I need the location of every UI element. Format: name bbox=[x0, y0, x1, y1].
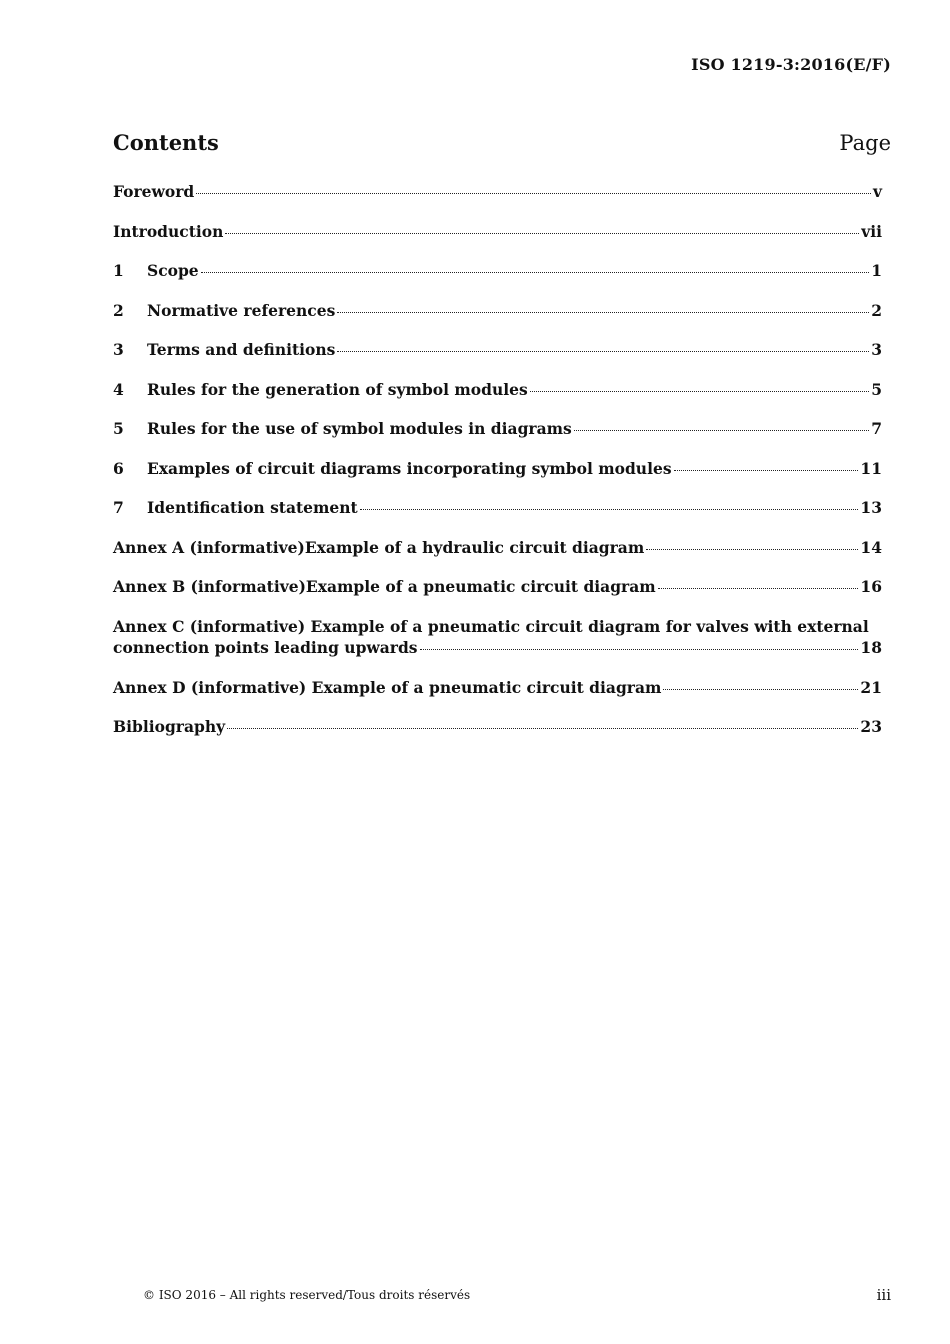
toc-entry-annex-b[interactable] bbox=[113, 576, 882, 597]
toc-entry-scope[interactable] bbox=[113, 260, 882, 281]
toc-entry-page: 3 bbox=[871, 340, 882, 359]
toc-entry-page: 13 bbox=[860, 498, 882, 517]
toc-entry-number: 2 bbox=[113, 300, 124, 320]
dot-leader bbox=[227, 728, 858, 729]
toc-entry-page: 7 bbox=[871, 419, 882, 438]
dot-leader bbox=[658, 588, 859, 589]
toc-entry-page: 2 bbox=[871, 300, 882, 320]
dot-leader bbox=[201, 272, 870, 273]
toc-entry-page: 5 bbox=[871, 379, 882, 399]
toc-entry-title: Annex B (informative)Example of a pneumatic circuit diagram bbox=[113, 577, 656, 596]
toc-entry-title: Bibliography bbox=[113, 717, 226, 736]
toc-entry-page: 1 bbox=[871, 261, 882, 280]
dot-leader bbox=[530, 391, 870, 392]
table-of-contents bbox=[113, 181, 882, 756]
toc-entry-number: 5 bbox=[113, 419, 124, 438]
toc-entry-introduction[interactable] bbox=[113, 221, 882, 242]
toc-entry-title-line1: Annex C (informative) Example of a pneumatic circuit diagram for valves with external bbox=[113, 616, 869, 636]
toc-entry-bibliography[interactable] bbox=[113, 716, 882, 737]
toc-entry-title: Rules for the generation of symbol modules bbox=[147, 379, 528, 399]
toc-entry-page: 18 bbox=[860, 637, 882, 657]
toc-entry-examples[interactable] bbox=[113, 458, 882, 479]
toc-entry-page: v bbox=[872, 182, 882, 201]
toc-entry-title-line2: connection points leading upwards bbox=[113, 637, 418, 657]
toc-entry-title: Terms and definitions bbox=[147, 340, 336, 359]
toc-entry-title: Foreword bbox=[113, 182, 195, 201]
footer-copyright: © ISO 2016 – All rights reserved/Tous droits réservés bbox=[143, 1288, 471, 1302]
toc-entry-annex-d[interactable] bbox=[113, 677, 882, 698]
dot-leader bbox=[674, 470, 859, 471]
toc-entry-terms-and-definitions[interactable] bbox=[113, 339, 882, 360]
footer-page-number: iii bbox=[876, 1286, 891, 1304]
toc-entry-foreword[interactable] bbox=[113, 181, 882, 202]
toc-entry-page: vii bbox=[861, 221, 882, 241]
toc-entry-title: Examples of circuit diagrams incorporating symbol modules bbox=[147, 458, 672, 478]
page-column-label: Page bbox=[839, 131, 891, 155]
toc-entry-normative-references[interactable] bbox=[113, 300, 882, 321]
dot-leader bbox=[574, 430, 869, 431]
toc-entry-title: Introduction bbox=[113, 221, 224, 241]
toc-entry-rules-generation[interactable] bbox=[113, 379, 882, 400]
toc-entry-number: 3 bbox=[113, 340, 124, 359]
toc-entry-title: Scope bbox=[147, 261, 199, 280]
toc-entry-number: 7 bbox=[113, 498, 124, 517]
dot-leader bbox=[646, 549, 858, 550]
dot-leader bbox=[337, 351, 869, 352]
toc-entry-title: Normative references bbox=[147, 300, 336, 320]
toc-entry-two-line bbox=[113, 616, 882, 658]
dot-leader bbox=[420, 649, 859, 650]
toc-entry-page: 16 bbox=[860, 577, 882, 596]
toc-entry-rules-use[interactable] bbox=[113, 418, 882, 439]
toc-entry-number: 1 bbox=[113, 261, 124, 280]
toc-entry-page: 23 bbox=[860, 717, 882, 736]
dot-leader bbox=[360, 509, 859, 510]
toc-entry-title: Identification statement bbox=[147, 498, 358, 517]
contents-header bbox=[113, 130, 891, 155]
toc-entry-annex-c[interactable] bbox=[113, 616, 882, 658]
toc-entry-page: 11 bbox=[860, 458, 882, 478]
dot-leader bbox=[225, 233, 859, 234]
toc-entry-page: 14 bbox=[860, 537, 882, 557]
dot-leader bbox=[337, 312, 869, 313]
toc-entry-title: Rules for the use of symbol modules in diagrams bbox=[147, 419, 572, 438]
toc-entry-title-line2-row bbox=[113, 637, 882, 658]
toc-entry-title: Annex A (informative)Example of a hydraulic circuit diagram bbox=[113, 537, 645, 557]
contents-title: Contents bbox=[113, 130, 219, 155]
document-id: ISO 1219-3:2016(E/F) bbox=[691, 55, 891, 74]
toc-entry-number: 4 bbox=[113, 379, 124, 399]
toc-entry-number: 6 bbox=[113, 458, 124, 478]
toc-entry-page: 21 bbox=[860, 677, 882, 697]
dot-leader bbox=[196, 193, 871, 194]
toc-entry-title: Annex D (informative) Example of a pneumatic circuit diagram bbox=[113, 677, 662, 697]
toc-entry-identification-statement[interactable] bbox=[113, 497, 882, 518]
dot-leader bbox=[663, 689, 858, 690]
toc-entry-annex-a[interactable] bbox=[113, 537, 882, 558]
